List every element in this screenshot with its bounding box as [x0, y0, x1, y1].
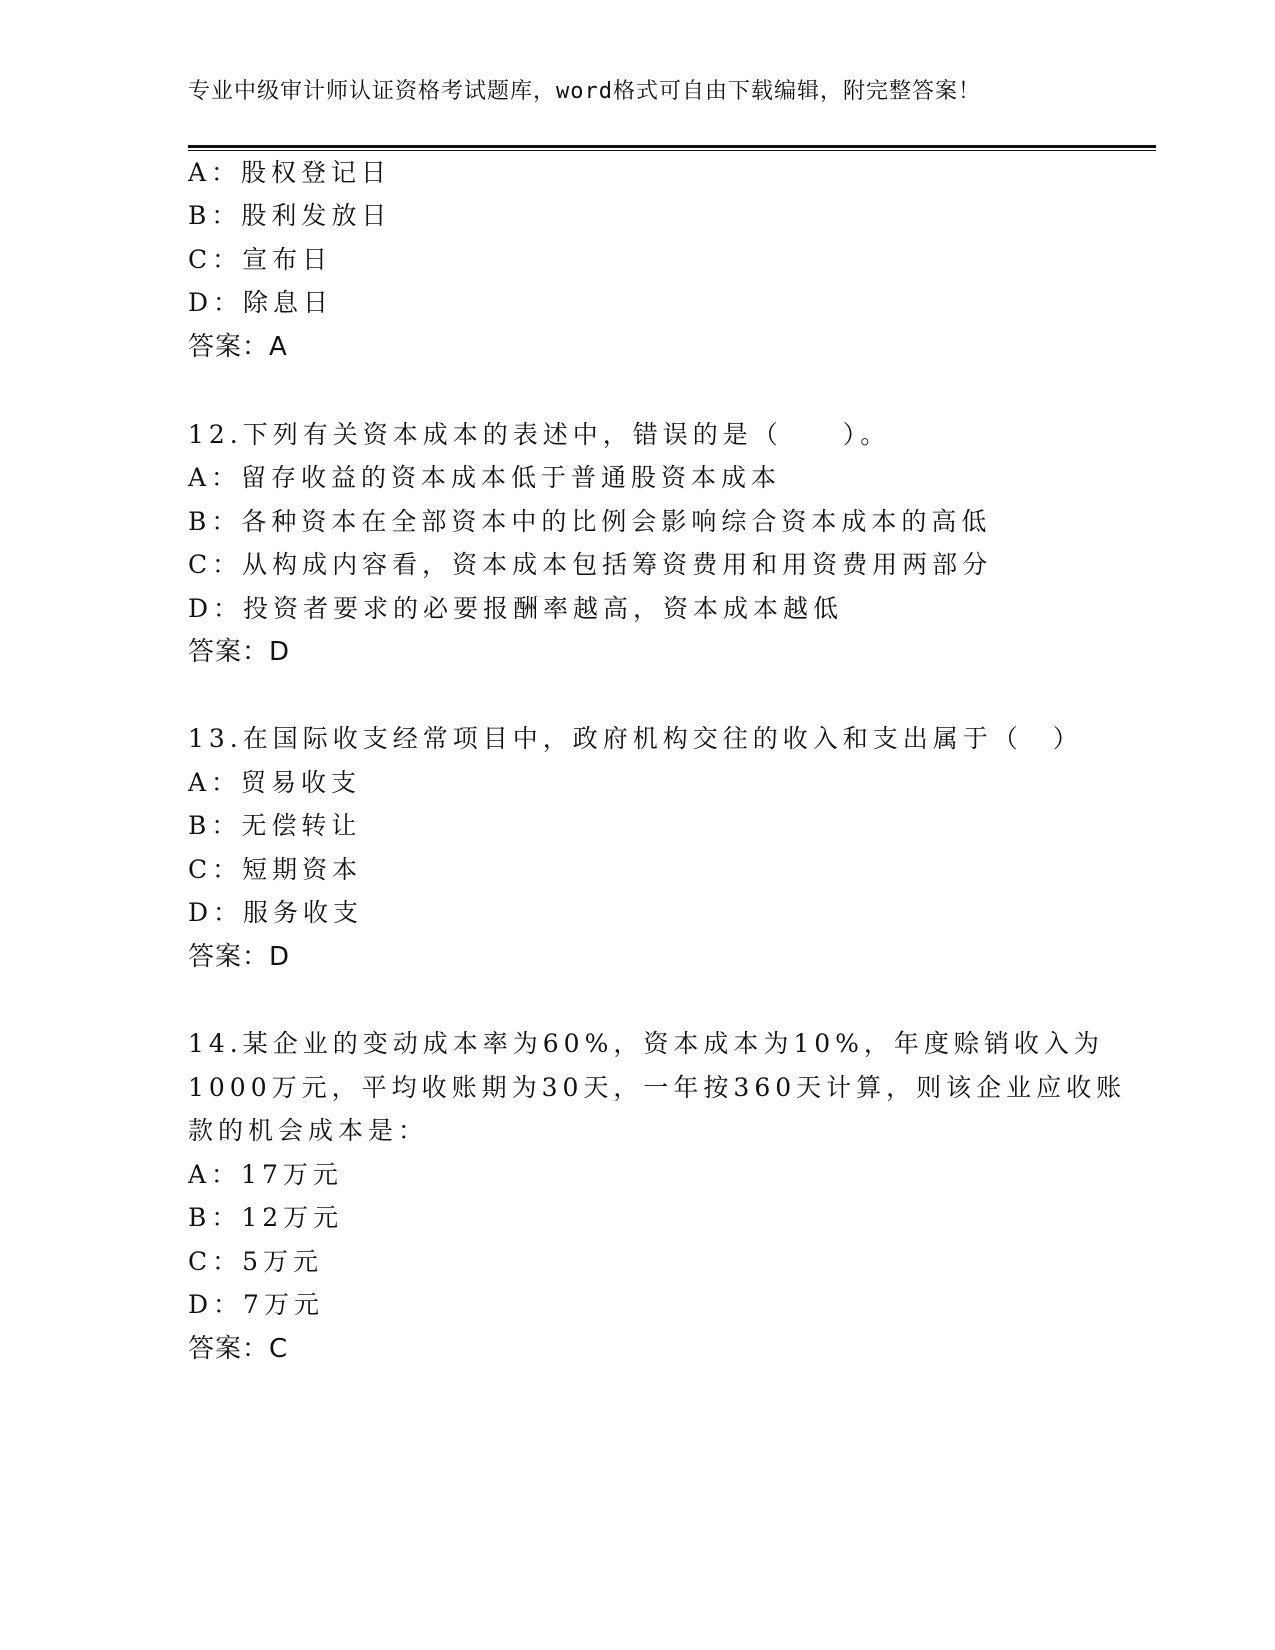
q13-option-a: A：贸易收支 — [188, 768, 362, 797]
q13-stem: 13.在国际收支经常项目中，政府机构交往的收入和支出属于（ ） — [188, 724, 1083, 753]
q11-option-c: C：宣布日 — [188, 245, 333, 274]
q11-option-d: D：除息日 — [188, 288, 334, 317]
q13-answer: 答案：D — [188, 942, 291, 972]
q14-stem-line-1: 14.某企业的变动成本率为60%，资本成本为10%，年度赊销收入为 — [188, 1029, 1104, 1058]
q14-option-d: D：7万元 — [188, 1290, 324, 1319]
header-rule-thick — [188, 145, 1156, 148]
q14-option-a: A：17万元 — [188, 1160, 343, 1189]
page-header: 专业中级审计师认证资格考试题库，word格式可自由下载编辑，附完整答案！ — [188, 79, 981, 104]
q13-option-d: D：服务收支 — [188, 898, 364, 927]
q12-option-d: D：投资者要求的必要报酬率越高，资本成本越低 — [188, 594, 844, 623]
q11-option-a: A：股权登记日 — [188, 158, 392, 187]
q14-stem-line-2: 1000万元，平均收账期为30天，一年按360天计算，则该企业应收账 — [188, 1073, 1127, 1102]
q12-option-b: B：各种资本在全部资本中的比例会影响综合资本成本的高低 — [188, 507, 992, 536]
q12-option-a: A：留存收益的资本成本低于普通股资本成本 — [188, 463, 782, 492]
q13-option-c: C：短期资本 — [188, 855, 363, 884]
q12-option-c: C：从构成内容看，资本成本包括筹资费用和用资费用两部分 — [188, 550, 993, 579]
q12-answer: 答案：D — [188, 637, 291, 667]
q11-option-b: B：股利发放日 — [188, 201, 392, 230]
header-rule-thin — [188, 150, 1156, 151]
q14-stem-line-3: 款的机会成本是： — [188, 1116, 429, 1145]
q13-option-b: B：无偿转让 — [188, 811, 362, 840]
q12-stem: 12.下列有关资本成本的表述中，错误的是（ ）。 — [188, 420, 891, 449]
q14-answer: 答案：C — [188, 1334, 289, 1364]
q14-option-c: C：5万元 — [188, 1247, 324, 1276]
q14-option-b: B：12万元 — [188, 1203, 344, 1232]
q11-answer: 答案：A — [188, 332, 288, 362]
